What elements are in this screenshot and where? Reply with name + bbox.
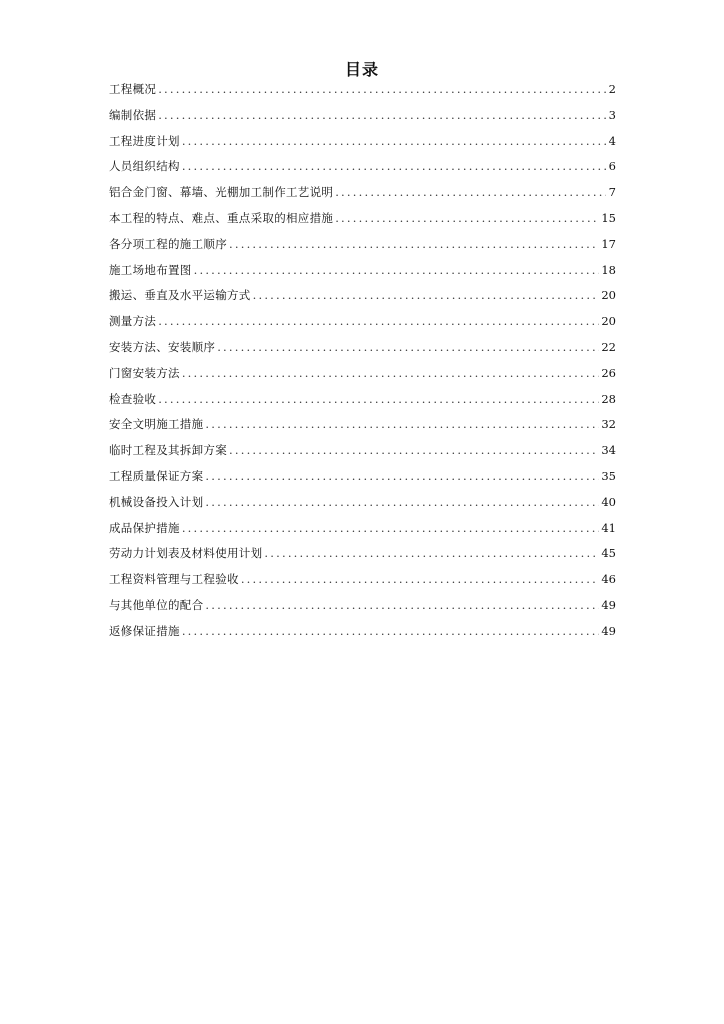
toc-entry-label: 测量方法	[109, 314, 157, 329]
toc-entry[interactable]	[109, 312, 616, 338]
toc-entry-page: 32	[601, 417, 616, 432]
toc-dot-leader	[158, 312, 599, 330]
toc-entry-page: 2	[608, 82, 616, 96]
toc-entry-page: 7	[608, 185, 616, 200]
toc-entry-page: 28	[601, 391, 616, 406]
toc-entry-page: 3	[608, 107, 616, 122]
toc-entry-page: 22	[601, 339, 616, 354]
toc-entry[interactable]	[109, 570, 616, 596]
toc-entry[interactable]	[109, 286, 616, 312]
toc-entry-page: 41	[601, 520, 616, 535]
toc-entry[interactable]	[109, 596, 616, 622]
toc-entry[interactable]	[109, 80, 616, 106]
toc-dot-leader	[205, 596, 599, 614]
toc-entry-label: 铝合金门窗、幕墙、光棚加工制作工艺说明	[109, 185, 334, 200]
toc-entry-page: 49	[601, 597, 616, 612]
toc-entry-label: 编制依据	[109, 107, 157, 122]
toc-entry[interactable]	[109, 261, 616, 287]
toc-entry[interactable]	[109, 338, 616, 364]
toc-dot-leader	[182, 622, 600, 640]
toc-list	[109, 80, 616, 648]
toc-entry-page: 15	[601, 210, 616, 225]
toc-entry-page: 40	[601, 494, 616, 509]
toc-dot-leader	[335, 209, 599, 227]
toc-entry[interactable]	[109, 544, 616, 570]
toc-dot-leader	[158, 106, 606, 124]
toc-entry-label: 工程资料管理与工程验收	[109, 572, 239, 587]
toc-entry-label: 各分项工程的施工顺序	[109, 236, 227, 251]
toc-entry-page: 18	[601, 262, 616, 277]
toc-entry-page: 17	[601, 236, 616, 251]
toc-dot-leader	[182, 132, 606, 150]
toc-entry-label: 工程进度计划	[109, 133, 180, 148]
toc-entry-label: 安装方法、安装顺序	[109, 339, 216, 354]
toc-entry-label: 本工程的特点、难点、重点采取的相应措施	[109, 210, 334, 225]
toc-dot-leader	[182, 364, 600, 382]
toc-dot-leader	[205, 493, 599, 511]
toc-entry[interactable]	[109, 390, 616, 416]
toc-entry-label: 工程概况	[109, 82, 157, 96]
toc-dot-leader	[253, 286, 600, 304]
toc-entry[interactable]	[109, 183, 616, 209]
toc-entry-label: 成品保护措施	[109, 520, 180, 535]
toc-entry[interactable]	[109, 106, 616, 132]
toc-entry-label: 人员组织结构	[109, 159, 180, 174]
toc-entry-label: 施工场地布置图	[109, 262, 192, 277]
toc-entry-page: 49	[601, 623, 616, 638]
toc-entry[interactable]	[109, 519, 616, 545]
toc-dot-leader	[217, 338, 599, 356]
toc-dot-leader	[241, 570, 600, 588]
toc-entry-label: 工程质量保证方案	[109, 468, 204, 483]
toc-entry[interactable]	[109, 157, 616, 183]
toc-entry-label: 返修保证措施	[109, 623, 180, 638]
toc-entry-page: 20	[601, 314, 616, 329]
toc-dot-leader	[229, 441, 599, 459]
toc-entry-label: 与其他单位的配合	[109, 597, 204, 612]
toc-entry[interactable]	[109, 441, 616, 467]
toc-dot-leader	[194, 261, 600, 279]
toc-entry-page: 35	[601, 468, 616, 483]
toc-entry-page: 46	[601, 572, 616, 587]
toc-dot-leader	[158, 80, 606, 98]
toc-entry-label: 检查验收	[109, 391, 157, 406]
toc-entry-page: 4	[608, 133, 616, 148]
toc-dot-leader	[335, 183, 606, 201]
toc-entry[interactable]	[109, 209, 616, 235]
toc-title: 目录	[344, 60, 379, 79]
toc-dot-leader	[229, 235, 599, 253]
toc-entry[interactable]	[109, 493, 616, 519]
toc-entry-label: 搬运、垂直及水平运输方式	[109, 288, 251, 303]
toc-entry[interactable]	[109, 415, 616, 441]
toc-dot-leader	[205, 467, 599, 485]
toc-entry-page: 20	[601, 288, 616, 303]
toc-entry[interactable]	[109, 622, 616, 648]
toc-entry-page: 34	[601, 443, 616, 458]
toc-entry-label: 安全文明施工措施	[109, 417, 204, 432]
toc-entry-label: 临时工程及其拆卸方案	[109, 443, 227, 458]
toc-entry[interactable]	[109, 364, 616, 390]
toc-entry-label: 门窗安装方法	[109, 365, 180, 380]
toc-entry-label: 机械设备投入计划	[109, 494, 204, 509]
toc-dot-leader	[205, 415, 599, 433]
toc-dot-leader	[182, 157, 606, 175]
toc-dot-leader	[264, 544, 599, 562]
toc-entry-page: 26	[601, 365, 616, 380]
toc-entry-page: 45	[601, 546, 616, 561]
toc-dot-leader	[182, 519, 600, 537]
toc-entry[interactable]	[109, 467, 616, 493]
toc-entry[interactable]	[109, 132, 616, 158]
toc-entry[interactable]	[109, 235, 616, 261]
toc-dot-leader	[158, 390, 599, 408]
toc-entry-label: 劳动力计划表及材料使用计划	[109, 546, 263, 561]
toc-entry-page: 6	[608, 159, 616, 174]
